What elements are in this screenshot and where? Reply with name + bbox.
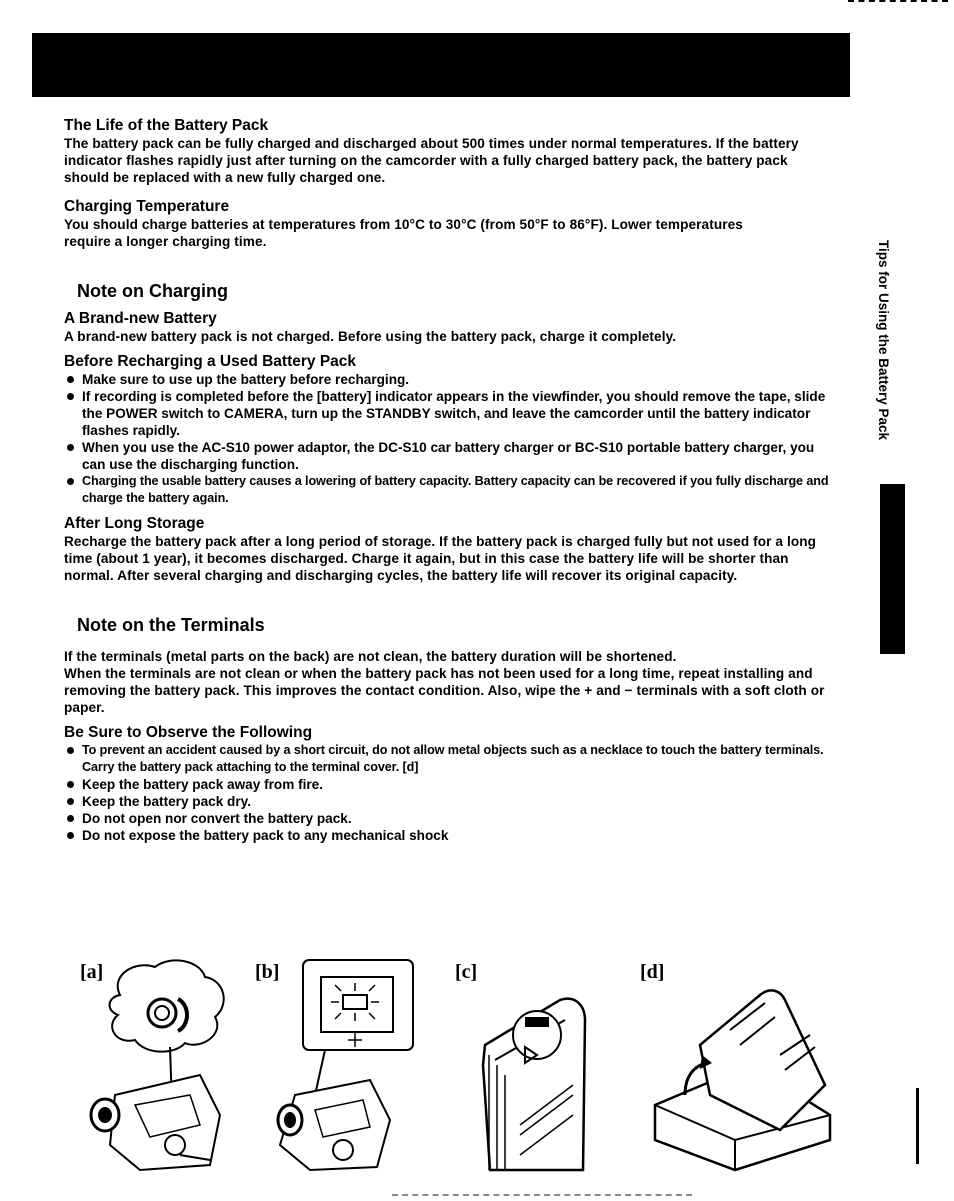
list-item: If recording is completed before the [battery] indicator appears in the viewfinder, you should remove the tape, slide the POWER switch to CAMERA, turn up the STANDBY switch, and leave the camcorder until the battery indicator flashes rapidly. [64,388,834,439]
corner-print-marks [848,0,948,6]
recharge-heading: Before Recharging a Used Battery Pack [64,353,357,370]
terminals-text-1: If the terminals (metal parts on the back) are not clean, the battery duration will be shortened. [64,649,677,664]
storage-heading: After Long Storage [64,515,205,532]
brand-new-heading: A Brand-new Battery [64,310,217,327]
note-charging-heading: Note on Charging [77,281,228,301]
life-heading: The Life of the Battery Pack [64,117,269,134]
list-item: Keep the battery pack dry. [64,793,834,810]
terminals-heading: Note on the Terminals [77,615,265,635]
list-item: When you use the AC-S10 power adaptor, the DC-S10 car battery charger or BC-S10 portable battery charger, you can use the discharging function. [64,439,834,473]
side-thumb-index [880,484,905,654]
list-item: Keep the battery pack away from fire. [64,776,834,793]
terminal-cover-illustration [640,955,840,1185]
figure-b-label: [b] [255,961,280,983]
figure-d [640,955,840,1185]
terminals-text-2: When the terminals are not clean or when the battery pack has not been used for a long time, repeat installing and removing the battery pack. This improves the contact condition. Also, wipe the + and − terminals with a soft cloth or paper. [64,666,825,715]
margin-line [916,1088,919,1164]
camcorder-switch-illustration [80,955,240,1185]
list-item: To prevent an accident caused by a short circuit, do not allow metal objects such as a necklace to touch the battery terminals. Carry the battery pack attaching to the terminal cover. [d] [64,742,834,776]
list-item: Charging the usable battery causes a lowering of battery capacity. Battery capacity can be recovered if you fully discharge and charge the battery again. [64,473,834,507]
figure-a [80,955,240,1185]
temperature-heading: Charging Temperature [64,198,230,215]
temperature-text: You should charge batteries at temperatures from 10°C to 30°C (from 50°F to 86°F). Lower temperatures require a longer charging time. [64,217,743,249]
figure-d-label: [d] [640,961,665,983]
recharge-list [64,371,834,507]
figure-c-label: [c] [455,961,478,983]
battery-terminals-illustration [455,955,595,1185]
header-bar [32,33,850,97]
list-item: Do not expose the battery pack to any mechanical shock [64,827,834,844]
brand-new-text: A brand-new battery pack is not charged. Before using the battery pack, charge it completely. [64,329,677,344]
main-content [64,117,834,844]
observe-heading: Be Sure to Observe the Following [64,724,313,741]
side-tab-label: Tips for Using the Battery Pack [876,240,891,441]
bottom-print-marks [392,1194,692,1198]
storage-text: Recharge the battery pack after a long period of storage. If the battery pack is charged fully but not used for a long time (about 1 year), it becomes discharged. Charge it again, but in this case the battery life will be shorter than normal. After several charging and discharging cycles, the battery life will recover its original capacity. [64,534,817,583]
list-item: Do not open nor convert the battery pack. [64,810,834,827]
figure-c [455,955,595,1185]
life-text: The battery pack can be fully charged and discharged about 500 times under normal temperatures. If the battery indicator flashes rapidly just after turning on the camcorder with a fully charged battery pack, the battery pack should be replaced with a new fully charged one. [64,136,799,185]
observe-list [64,742,834,844]
figure-b [255,955,420,1185]
figure-a-label: [a] [80,961,104,983]
viewfinder-indicator-illustration [255,955,420,1185]
list-item: Make sure to use up the battery before recharging. [64,371,834,388]
